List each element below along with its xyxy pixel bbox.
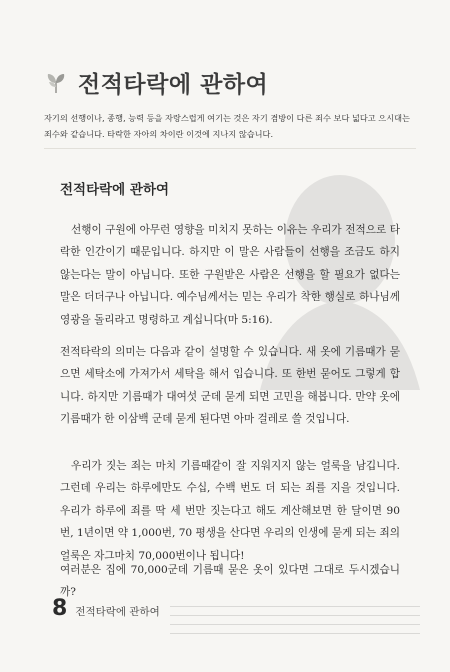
leaf-icon <box>44 71 68 95</box>
section-title: 전적타락에 관하여 <box>60 182 170 198</box>
running-title: 전적타락에 관하여 <box>75 606 160 618</box>
paragraph-4: 여러분은 집에 70,000군데 기름때 묻은 옷이 있다면 그대로 두시겠습니까? <box>60 563 400 599</box>
chapter-lead: 자기의 선행이나, 종행, 능력 등을 자랑스럽게 여기는 것은 자기 겸방이 다른 죄수 보다 넓다고 으시대는 죄수와 같습니다. 타락한 자아의 차이란 이것에 지나지 않습니다. <box>44 113 410 139</box>
chapter-header <box>44 66 268 99</box>
page-footer <box>52 596 160 621</box>
paragraph-2: 전적타락의 의미는 다음과 같이 설명할 수 있습니다. 새 옷에 기름때가 묻으면 세탁소에 가져가서 세탁을 해서 입습니다. 또 한번 묻어도 그렇게 합니다. 하지만 기름때가 대여섯 군데 묻게 되면 고민을 해봅니다. 만약 옷에 기름때가 한 이삼백 군데 묻게 된다면 아마 걸레로 쓸 것입니다. <box>60 345 400 426</box>
paragraph-1: 선행이 구원에 아무런 영향을 미치지 못하는 이유는 우리가 전적으로 타락한 인간이기 때문입니다. 하지만 이 말은 사람들이 선행을 조금도 하지 않는다는 말이 아닙니다. 또한 구원받은 사람은 선행을 할 필요가 없다는 말은 더더구나 아닙니다. 예수님께서는 믿는 우리가 착한 행실로 하나님께 영광을 돌리라고 명령하고 계십니다(마 5:16). <box>60 223 400 326</box>
header-divider <box>44 148 416 149</box>
chapter-title: 전적타락에 관하여 <box>78 72 269 98</box>
bleed-through-text <box>170 602 420 638</box>
paragraph-3: 우리가 짓는 죄는 마치 기름때같이 잘 지워지지 않는 얼룩을 남깁니다. 그런데 우리는 하루에만도 수십, 수백 번도 더 되는 죄를 지을 것입니다. 우리가 하루에 죄를 딱 세 번만 짓는다고 해도 계산해보면 한 달이면 90번, 1년이면 약 1,000번, 70 평생을 산다면 우리의 인생에 묻게 되는 죄의 얼룩은 자그마치 70,000번이나 됩니다! <box>60 459 400 562</box>
page-number: 8 <box>52 596 68 621</box>
